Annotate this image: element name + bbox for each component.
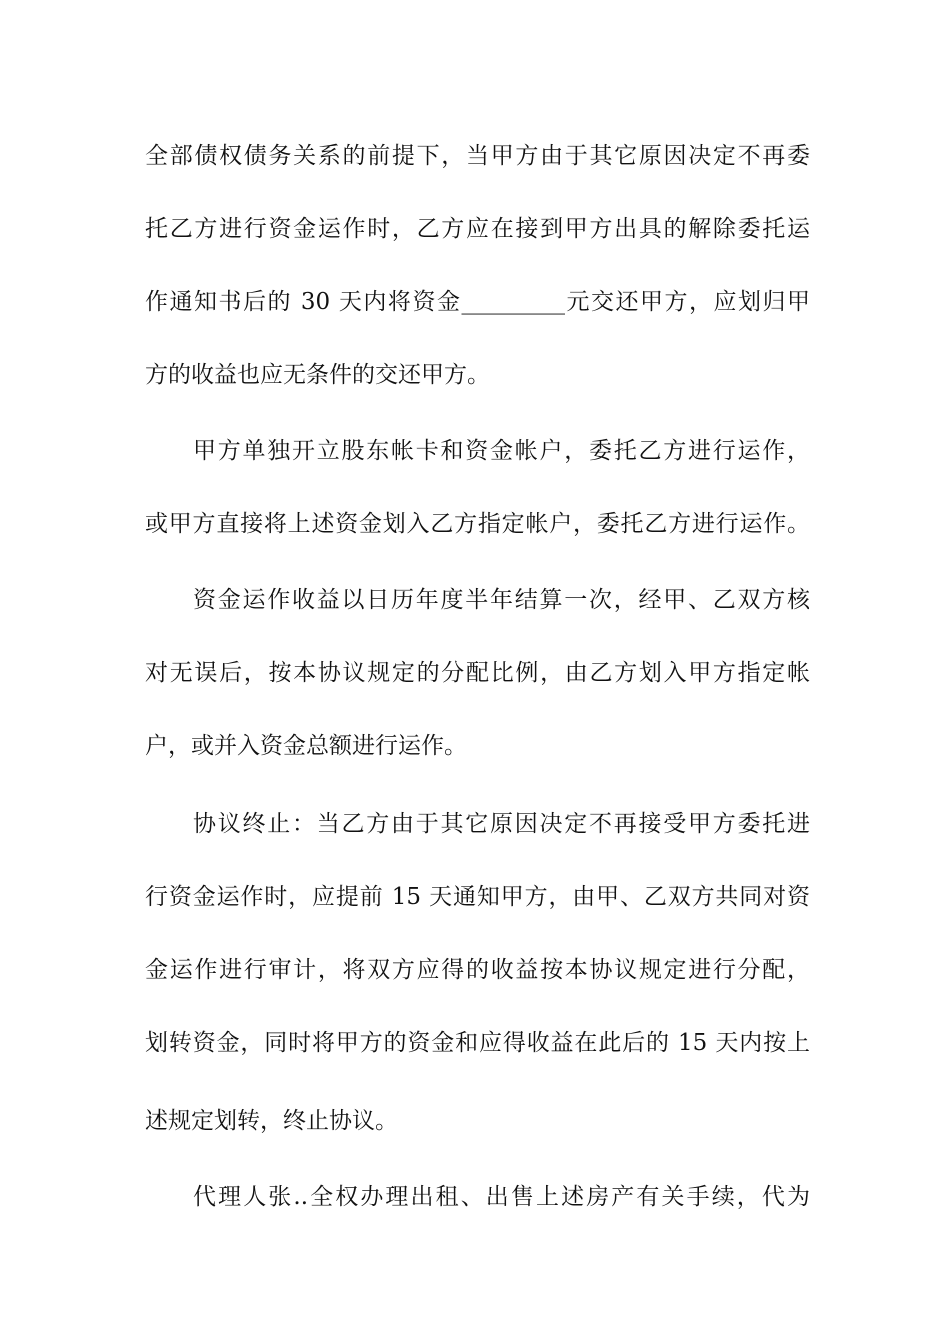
paragraph-line: 甲方单独开立股东帐卡和资金帐户，委托乙方进行运作， [193,438,810,464]
paragraph-line: 述规定划转，终止协议。 [145,1108,398,1134]
paragraph-line: 户，或并入资金总额进行运作。 [145,733,467,759]
paragraph-line: 方的收益也应无条件的交还甲方。 [145,362,490,388]
paragraph-line: 行资金运作时，应提前 15 天通知甲方，由甲、乙双方共同对资 [145,884,810,910]
paragraph-line: 协议终止：当乙方由于其它原因决定不再接受甲方委托进 [193,811,810,837]
paragraph-line: 或甲方直接将上述资金划入乙方指定帐户，委托乙方进行运作。 [145,511,810,537]
paragraph-line: 代理人张..全权办理出租、出售上述房产有关手续，代为 [193,1184,810,1210]
paragraph-line: 划转资金，同时将甲方的资金和应得收益在此后的 15 天内按上 [145,1030,810,1056]
paragraph-line: 全部债权债务关系的前提下，当甲方由于其它原因决定不再委 [145,143,810,169]
paragraph-line: 金运作进行审计，将双方应得的收益按本协议规定进行分配， [145,957,810,983]
paragraph-line: 作通知书后的 30 天内将资金_________元交还甲方，应划归甲 [145,289,810,315]
paragraph-line: 对无误后，按本协议规定的分配比例，由乙方划入甲方指定帐 [145,660,810,686]
paragraph-line: 资金运作收益以日历年度半年结算一次，经甲、乙双方核 [193,587,810,613]
paragraph-line: 托乙方进行资金运作时，乙方应在接到甲方出具的解除委托运 [145,216,810,242]
